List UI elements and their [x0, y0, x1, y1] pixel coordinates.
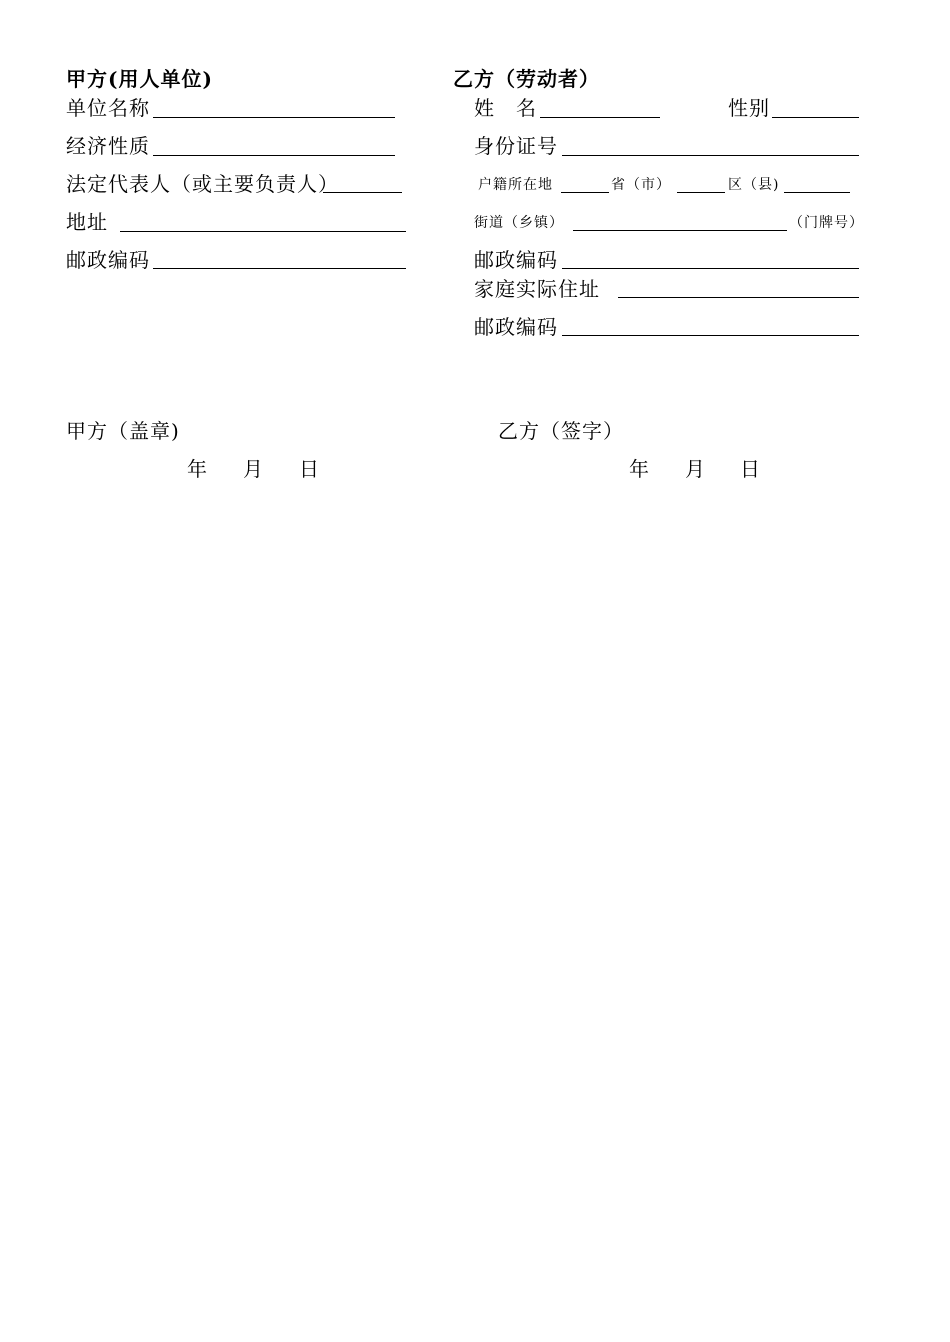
- unit-name-label: 单位名称: [66, 96, 150, 120]
- date-day-b: 日: [740, 457, 761, 481]
- party-a-heading: 甲方(用人单位): [66, 67, 213, 91]
- date-year-b: 年: [629, 457, 650, 481]
- postal-code-field-b2[interactable]: [562, 335, 859, 336]
- economic-nature-label: 经济性质: [66, 134, 150, 158]
- legal-representative-field[interactable]: [323, 192, 402, 193]
- postal-code-label-b2: 邮政编码: [474, 315, 558, 339]
- home-address-field[interactable]: [618, 297, 859, 298]
- street-field[interactable]: [573, 230, 787, 231]
- postal-code-field-a[interactable]: [153, 268, 406, 269]
- date-year-a: 年: [187, 457, 208, 481]
- province-field[interactable]: [677, 192, 725, 193]
- date-day-a: 日: [299, 457, 320, 481]
- address-field[interactable]: [120, 231, 406, 232]
- hukou-label: 户籍所在地: [478, 177, 553, 193]
- economic-nature-field[interactable]: [153, 155, 395, 156]
- date-month-b: 月: [685, 457, 706, 481]
- id-number-label: 身份证号: [474, 134, 558, 158]
- province-label: 省（市）: [611, 177, 671, 193]
- party-a-seal-label: 甲方（盖章): [66, 419, 180, 443]
- party-b-heading: 乙方（劳动者）: [453, 67, 600, 91]
- gender-label: 性别: [728, 96, 770, 120]
- party-b-sign-label: 乙方（签字）: [498, 419, 624, 443]
- name-label: 姓 名: [474, 96, 537, 120]
- legal-representative-label: 法定代表人（或主要负责人）: [66, 172, 339, 196]
- name-field[interactable]: [540, 117, 660, 118]
- hukou-field[interactable]: [561, 192, 609, 193]
- house-number-label: （门牌号）: [789, 215, 864, 231]
- postal-code-label-a: 邮政编码: [66, 248, 150, 272]
- district-field[interactable]: [784, 192, 850, 193]
- id-number-field[interactable]: [562, 155, 859, 156]
- district-label: 区（县): [728, 177, 780, 193]
- street-label: 街道（乡镇）: [474, 215, 564, 231]
- home-address-label: 家庭实际住址: [474, 277, 600, 301]
- gender-field[interactable]: [772, 117, 859, 118]
- date-month-a: 月: [243, 457, 264, 481]
- postal-code-field-b[interactable]: [562, 268, 859, 269]
- unit-name-field[interactable]: [153, 117, 395, 118]
- address-label: 地址: [66, 210, 108, 234]
- postal-code-label-b: 邮政编码: [474, 248, 558, 272]
